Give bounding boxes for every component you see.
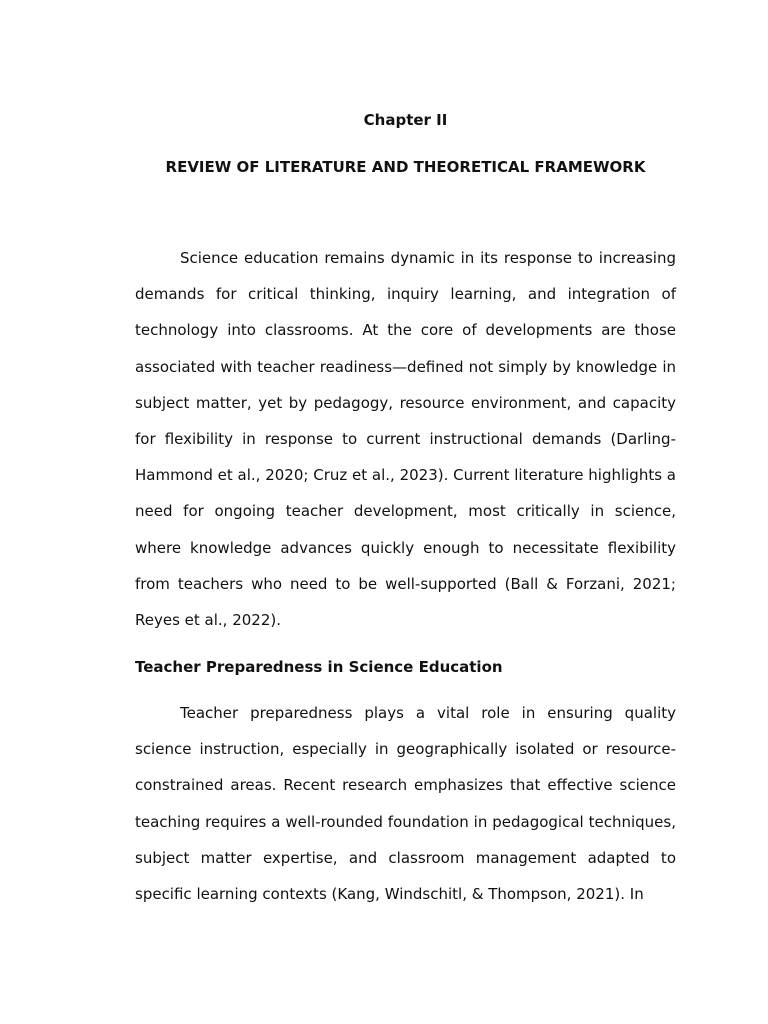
chapter-label: Chapter II — [363, 111, 448, 129]
section-paragraph: Teacher preparedness plays a vital role in ensuring quality science instruction, especially in geographically isolated or resource-constrained areas. Recent research emphasizes that effective science teaching requires a well-rounded foundation in pedagogical techniques, subject matter expertise, and classroom management adapted to specific learning contexts (Kang, Windschitl, & Thompson, 2021). In — [135, 704, 676, 904]
intro-paragraph: Science education remains dynamic in its response to increasing demands for critical thinking, inquiry learning, and integration of technology into classrooms. At the core of developments are those associated with teacher readiness—defined not simply by knowledge in subject matter, yet by pedagogy, resource environment, and capacity for flexibility in response to current instructional demands (Darling-Hammond et al., 2020; Cruz et al., 2023). Current literature highlights a need for ongoing teacher development, most critically in science, where knowledge advances quickly enough to necessitate flexibility from teachers who need to be well-supported (Ball & Forzani, 2021; Reyes et al., 2022). — [135, 249, 676, 630]
section-heading: Teacher Preparedness in Science Education — [135, 658, 503, 676]
chapter-title: REVIEW OF LITERATURE AND THEORETICAL FRAMEWORK — [165, 158, 646, 176]
